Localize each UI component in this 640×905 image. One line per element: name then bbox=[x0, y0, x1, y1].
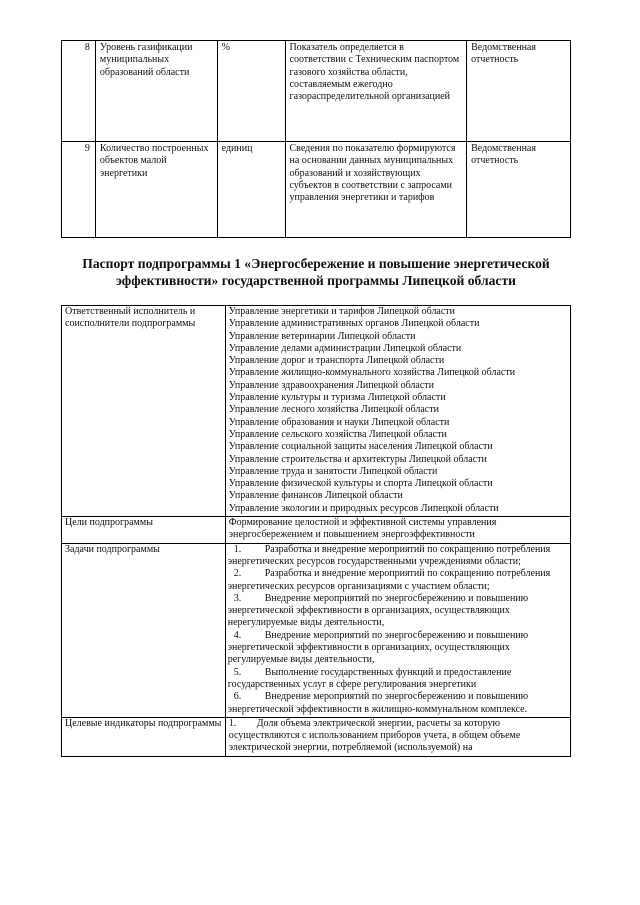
indicators-list bbox=[225, 717, 570, 756]
table-row bbox=[62, 306, 571, 517]
responsible-item: Управление ветеринарии Липецкой области bbox=[228, 330, 416, 342]
indicator-name: Количество построенных объектов малой энергетики bbox=[95, 142, 217, 238]
indicator-name: Уровень газификации муниципальных образований области bbox=[95, 41, 217, 142]
responsible-item: Управление социальной защиты населения Липецкой области bbox=[228, 441, 493, 453]
responsible-item: Управление образования и науки Липецкой области bbox=[228, 416, 450, 428]
responsible-item: Управление жилищно-коммунального хозяйства Липецкой области bbox=[228, 367, 516, 379]
task-item: 2. Разработка и внедрение мероприятий по сокращению потребления энергетических ресурсов организациями с участием области; bbox=[227, 568, 551, 592]
task-item: 5. Выполнение государственных функций и предоставление государственных услуг в сфере регулирования энергетики bbox=[227, 666, 512, 690]
row-number: 8 bbox=[62, 41, 96, 142]
indicator-unit: единиц bbox=[217, 142, 285, 238]
responsible-item: Управление физической культуры и спорта Липецкой области bbox=[228, 478, 493, 490]
calculation-method: Показатель определяется в соответствии с Техническим паспортом газового хозяйства области, составляемым ежегодно газораспределительной организацией bbox=[285, 41, 467, 142]
responsible-item: Управление здравоохранения Липецкой области bbox=[228, 379, 435, 391]
indicator-unit: % bbox=[217, 41, 285, 142]
data-source: Ведомственная отчетность bbox=[467, 142, 571, 238]
responsible-list bbox=[225, 306, 570, 517]
passport-title: Паспорт подпрограммы 1 «Энергосбережение и повышение энергетической эффективности» государственной программы Липецкой области bbox=[82, 256, 550, 288]
task-item: 3. Внедрение мероприятий по энергосбережению и повышению энергетической эффективности в организациях, осуществляющих нерегулируемые виды деятельности, bbox=[227, 592, 529, 629]
goals-text: Формирование целостной и эффективной системы управления энергосбережением и повышением энергоэффективности bbox=[225, 517, 570, 544]
task-item: 1. Разработка и внедрение мероприятий по сокращению потребления энергетических ресурсов государственными учреждениями области; bbox=[227, 543, 551, 567]
tasks-label: Задачи подпрограммы bbox=[62, 543, 226, 717]
responsible-item: Управление строительства и архитектуры Липецкой области bbox=[228, 453, 487, 465]
table-row bbox=[62, 142, 571, 238]
task-item: 6. Внедрение мероприятий по энергосбережению и повышению энергетической эффективности в жилищно-коммунальном комплексе. bbox=[227, 691, 529, 715]
table-row bbox=[62, 717, 571, 756]
passport-table bbox=[61, 305, 571, 757]
responsible-item: Управление труда и занятости Липецкой области bbox=[228, 465, 438, 477]
responsible-item: Управление экологии и природных ресурсов Липецкой области bbox=[228, 502, 499, 514]
responsible-item: Управление энергетики и тарифов Липецкой области bbox=[228, 306, 456, 317]
indicator-item: 1. Доля объема электрической энергии, расчеты за которую осуществляются с использованием приборов учета, в общем объеме электрической энергии, потребляемой (используемой) на bbox=[228, 717, 521, 754]
responsible-item: Управление административных органов Липецкой области bbox=[228, 318, 480, 330]
table-row bbox=[62, 517, 571, 544]
responsible-item: Управление делами администрации Липецкой области bbox=[228, 342, 462, 354]
responsible-item: Управление дорог и транспорта Липецкой области bbox=[228, 355, 445, 367]
indicators-label: Целевые индикаторы подпрограммы bbox=[62, 717, 226, 756]
data-source: Ведомственная отчетность bbox=[467, 41, 571, 142]
row-number: 9 bbox=[62, 142, 96, 238]
responsible-item: Управление финансов Липецкой области bbox=[228, 490, 403, 502]
responsible-item: Управление лесного хозяйства Липецкой области bbox=[228, 404, 439, 416]
calculation-method: Сведения по показателю формируются на основании данных муниципальных образований и хозяйствующих субъектов в соответствии с запросами управления энергетики и тарифов bbox=[285, 142, 467, 238]
goals-label: Цели подпрограммы bbox=[62, 517, 226, 544]
table-row bbox=[62, 41, 571, 142]
responsible-label: Ответственный исполнитель и соисполнители подпрограммы bbox=[62, 306, 226, 517]
responsible-item: Управление сельского хозяйства Липецкой области bbox=[228, 428, 447, 440]
task-item: 4. Внедрение мероприятий по энергосбережению и повышению энергетической эффективности в организациях, осуществляющих регулируемые виды деятельности, bbox=[227, 629, 529, 666]
responsible-item: Управление культуры и туризма Липецкой области bbox=[228, 392, 446, 404]
tasks-list bbox=[225, 543, 570, 717]
table-row bbox=[62, 543, 571, 717]
indicator-table bbox=[61, 40, 571, 238]
